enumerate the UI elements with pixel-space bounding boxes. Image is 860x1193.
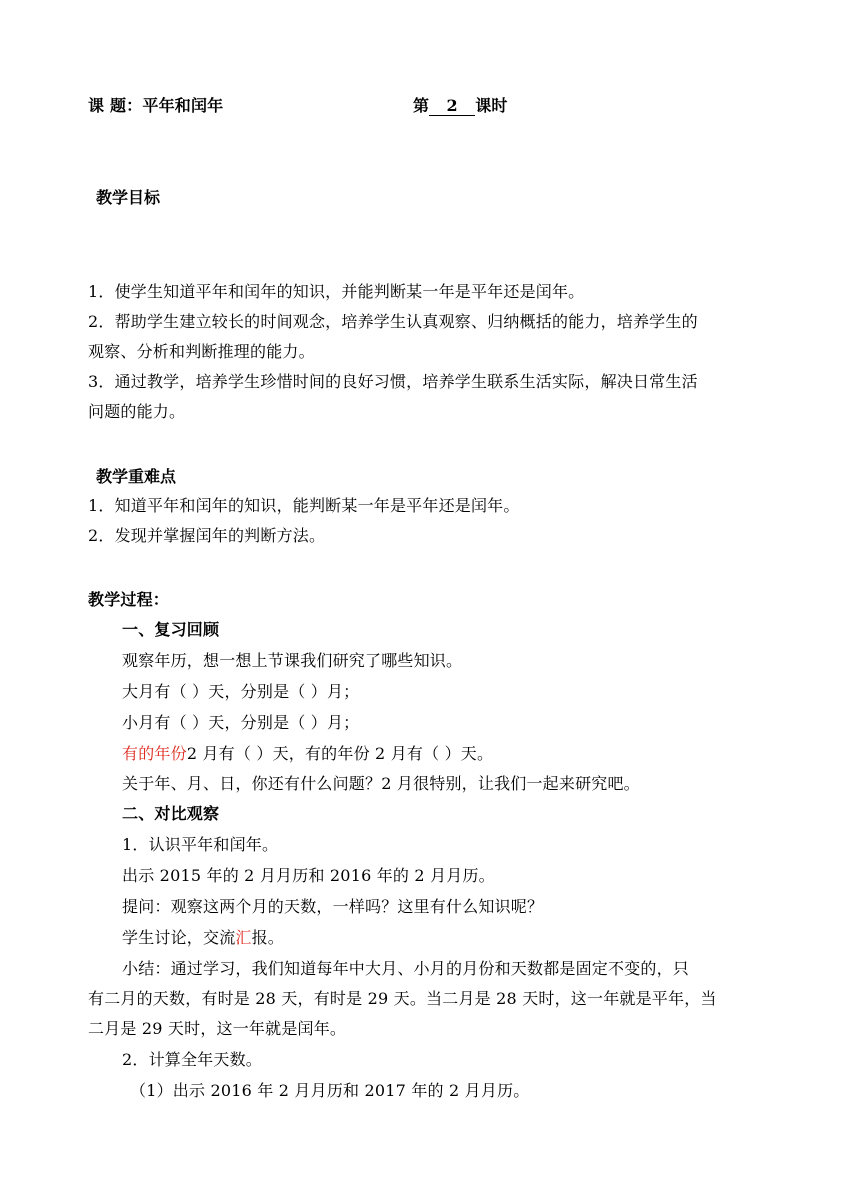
objective-line: 观察、分析和判断推理的能力。 [88,342,315,361]
highlighted-text: 汇 [235,928,252,947]
lesson-period [413,96,508,116]
discussion-text-end: 报。 [251,928,285,947]
review-line: 大月有（ ）天，分别是（ ）月； [122,682,360,701]
objective-line: 1．使学生知道平年和闰年的知识，并能判断某一年是平年还是闰年。 [88,282,585,301]
compare-line [122,928,284,948]
lesson-suffix: 课时 [475,96,508,115]
compare-line: 2．计算全年天数。 [122,1050,262,1069]
review-line: 关于年、月、日，你还有什么问题？2 月很特别，让我们一起来研究吧。 [122,774,640,793]
review-line-rest: 2 月有（ ）天，有的年份 2 月有（ ）天。 [186,744,494,763]
compare-line: （1）出示 2016 年 2 月月历和 2017 年的 2 月月历。 [130,1081,530,1100]
compare-line: 提问：观察这两个月的天数，一样吗？这里有什么知识呢？ [122,897,544,916]
lesson-number: 2 [429,97,475,116]
review-line: 小月有（ ）天，分别是（ ）月； [122,713,360,732]
section-1-title: 一、复习回顾 [122,620,220,639]
objective-line: 2．帮助学生建立较长的时间观念，培养学生认真观察、归纳概括的能力，培养学生的 [88,312,698,331]
summary-line: 二月是 29 天时，这一年就是闰年。 [88,1019,347,1038]
review-line [122,744,493,764]
objectives-heading: 教学目标 [96,188,161,207]
review-line: 观察年历，想一想上节课我们研究了哪些知识。 [122,651,463,670]
summary-line: 有二月的天数，有时是 28 天，有时是 29 天。当二月是 28 天时，这一年就是平年，当 [88,989,717,1008]
lesson-title: 课 题：平年和闰年 [88,96,224,115]
objective-line: 3．通过教学，培养学生珍惜时间的良好习惯，培养学生联系生活实际，解决日常生活 [88,372,698,391]
discussion-text: 学生讨论，交流 [122,928,236,947]
compare-line: 1．认识平年和闰年。 [122,835,279,854]
objective-line: 问题的能力。 [88,402,186,421]
process-heading: 教学过程： [88,590,170,609]
key-points-heading: 教学重难点 [96,467,177,486]
highlighted-text: 有的年份 [122,744,187,763]
summary-line: 小结：通过学习，我们知道每年中大月、小月的月份和天数都是固定不变的，只 [122,959,690,978]
compare-line: 出示 2015 年的 2 月月历和 2016 年的 2 月月历。 [122,866,495,885]
section-2-title: 二、对比观察 [122,804,220,823]
key-point-line: 1．知道平年和闰年的知识，能判断某一年是平年还是闰年。 [88,496,520,515]
lesson-prefix: 第 [413,96,430,115]
key-point-line: 2．发现并掌握闰年的判断方法。 [88,526,326,545]
